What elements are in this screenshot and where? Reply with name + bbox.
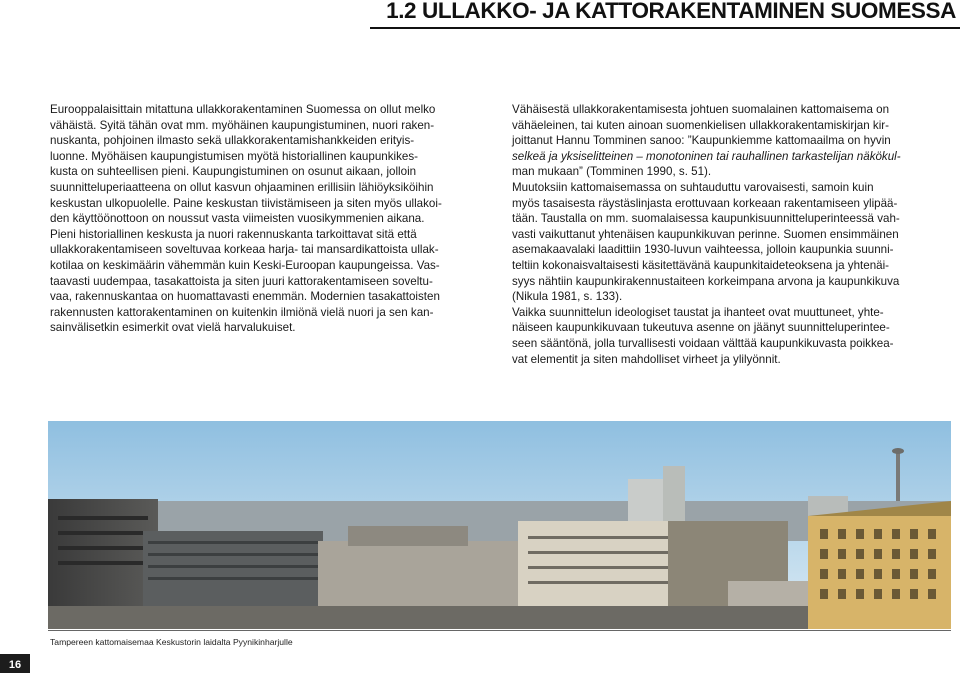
right-line: (Nikula 1981, s. 133). [512,290,623,304]
tampere-rooftop-photo [48,421,951,629]
left-line: suunnitteluperiaatteena on ollut kasvun ohjaaminen erillisiin lähiöyksiköihin [50,180,434,194]
left-text-column [50,102,482,336]
right-line: teltiin kokonaisvaltaisesti käsitettävänä kaupunkitaideteoksena ja yhtenäi- [512,258,890,272]
right-text-column [512,102,950,367]
page-number: 16 [0,654,30,673]
left-line: keskustan ulkopuolelle. Paine keskustan tiivistämiseen ja siten myös ullakoi- [50,196,442,210]
left-line: sainvälisetkin esimerkit ovat vielä harvalukuiset. [50,321,296,335]
left-line: kusta on suhteellisen pieni. Kaupungistuminen on osunut aikaan, jolloin [50,165,417,179]
figure-caption: Tampereen kattomaisemaa Keskustorin laidalta Pyynikinharjulle [50,637,293,647]
right-line: Vähäisestä ullakkorakentamisesta johtuen suomalainen kattomaisema on [512,103,890,116]
left-line: vähäistä. Syitä tähän ovat mm. myöhäinen kaupungistuminen, nuori raken- [50,118,435,132]
heading-rule [370,27,960,29]
left-line: luonne. Myöhäisen kaupungistumisen myötä historiallinen kaupunkikes- [50,149,418,163]
left-line: den käyttöönottoon on noussut vasta viimeisten vuosikymmenien aikana. [50,212,425,226]
right-line: syys nähtiin kaupunkirakennustaiteen korkeimpana arvona ja kaupunkikuva [512,274,900,288]
chapter-title: 1.2 ULLAKKO- JA KATTORAKENTAMINEN SUOMESSA [386,0,956,23]
left-line: Eurooppalaisittain mitattuna ullakkorakentaminen Suomessa on ollut melko [50,103,436,116]
right-line: selkeä ja yksiselitteinen – monotoninen tai rauhallinen tarkastelijan näkökul- [512,149,901,163]
right-line: joittanut Hannu Tomminen sanoo: ”Kaupunkiemme kattomaailma on hyvin [512,134,891,148]
right-line: man mukaan” (Tomminen 1990, s. 51). [512,165,712,179]
left-line: vaa, rakennuskantaa on huomattavasti enemmän. Modernien tasakattoisten [50,290,440,304]
right-line: vasti vaikuttanut yhtenäisen kaupunkikuvan perinne. Suomen ensimmäinen [512,227,899,241]
right-line: seen sääntönä, jolla turvallisesti voidaan välttää kaupunkikuvasta poikkea- [512,336,894,350]
chapter-heading [370,0,960,28]
right-line: vähäeleinen, tai kuten ainoan suomenkielisen ullakkorakentamiskirjan kir- [512,118,890,132]
right-line: vat elementit ja siten mahdolliset virheet ja ylilyönnit. [512,352,781,366]
left-line: rakennusten kattorakentaminen on kuitenkin ilmiönä vielä nuori ja sen kan- [50,305,434,319]
left-line: Pieni historiallinen keskusta ja nuori rakennuskanta tarkoittavat sitä että [50,227,417,241]
right-line: Muutoksiin kattomaisemassa on suhtauduttu varovaisesti, samoin kuin [512,180,874,194]
right-line: Vaikka suunnittelun ideologiset taustat ja ihanteet ovat muuttuneet, yhte- [512,305,884,319]
left-line: taavasti uudempaa, tasakattoista ja siten juuri kattorakentamiseen soveltu- [50,274,433,288]
right-line: tään. Taustalla on mm. suomalaisessa kaupunkisuunnitteluperinteessä vah- [512,212,900,226]
left-line: kotilaa on keskimäärin vähemmän kuin Keski-Euroopan kaupungeissa. Vas- [50,258,440,272]
caption-divider [48,630,951,631]
right-line: myös tasaisesta räystäslinjasta erottuvaan korkeaan rakentamiseen ylipää- [512,196,898,210]
left-line: nuskanta, pohjoinen ilmasto sekä ullakkorakentamishankkeiden erityis- [50,134,415,148]
left-line: ullakkorakentamiseen soveltuvaa korkeaa harja- tai mansardikattoista ullak- [50,243,439,257]
right-line: näiseen kaupunkikuvaan tukeutuva asenne on jäänyt suunnitteluperintee- [512,321,890,335]
right-line: asemakaavalaki laadittiin 1930-luvun vaihteessa, jolloin kaupunkia suunni- [512,243,894,257]
